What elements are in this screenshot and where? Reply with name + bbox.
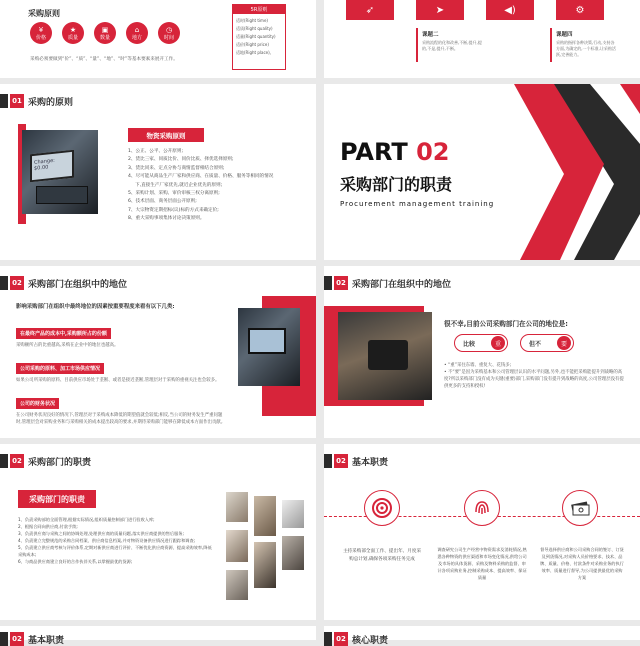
material-principle-title: 物资采购原则 — [128, 128, 204, 142]
principle-list — [128, 148, 273, 224]
section-number: 02 — [334, 276, 348, 290]
list-item: 2、根据合同向供应商,付款手续; — [18, 524, 78, 529]
badge-important: 要 — [557, 336, 571, 350]
slide1-desc: 采购必须要做到“价”、“质”、“量”、“地”、“时”等基本要素来展开工作。 — [30, 57, 178, 62]
terminal-keypad — [36, 186, 88, 204]
pill-relatively-heavy: 比较 重 — [454, 334, 508, 352]
section-tag — [334, 276, 451, 290]
factor-sections — [16, 320, 226, 426]
slide-purchase-principles — [0, 0, 316, 78]
list-item: 3、货比同来、定点分协与商情监督相结合原则; — [128, 165, 225, 171]
list-item: 4、负责建立完整规范的采购合同档案、供应商信息档案,并对物资设备供应情况进行跟踪和调查; — [18, 538, 196, 543]
duty-column-text: 主持采购部全面工作、提出年、月度采购总计划,确保各项采购任务完成 — [342, 549, 422, 562]
course-b-text: 采购的指挥各种决策,行动,支持各方面,为确定的,一个标准,让采购活跃,完善能力。 — [556, 40, 616, 57]
photo-tile-4 — [226, 530, 248, 562]
part-number: 02 — [416, 138, 450, 166]
speaker-icon: ◀) — [486, 0, 534, 20]
list-item: 8、重大采购事项集体讨论决策原则。 — [128, 216, 205, 222]
section-number: 02 — [10, 632, 24, 646]
slide-org-position-current — [324, 266, 640, 438]
yen-icon: ¥ — [38, 25, 44, 34]
intro-text: 影响采购部门在组织中最终地位的因素按重要程度来看有以下几类: — [16, 304, 175, 310]
duties-list — [18, 516, 214, 565]
factor-label: 公司采购的原料、加工市场供应情况 — [16, 363, 104, 374]
course-a-title: 课题二 — [422, 32, 439, 38]
principle-circle-quality: ★ 质量 — [62, 22, 84, 44]
5r-item: 适量(Right quantity) — [236, 34, 276, 39]
plane-icon: ➤ — [416, 0, 464, 20]
pos-terminal-photo — [22, 130, 98, 214]
part-subtitle: Procurement management training — [340, 200, 495, 208]
slide-basic-duties-2 — [0, 626, 316, 646]
photo-tile-7 — [226, 570, 248, 600]
section-title: 采购部门在组织中的地位 — [352, 279, 452, 290]
slide-core-duties — [324, 626, 640, 646]
pill-not-important: 但不 要 — [520, 334, 574, 352]
list-item: 6、技术层面、商务层面公开原则; — [128, 199, 197, 205]
photo-tile-6 — [282, 536, 304, 570]
list-item: 6、与商品供应商建立良好的合作伙伴关系,以掌握最优的货源; — [18, 559, 133, 564]
duties-box-title: 采购部门的职责 — [18, 490, 96, 508]
course-a-text: 采购流程的化和改善,不断,提升,提的,不是,提升,不断。 — [422, 40, 482, 51]
bullet-item: • 不“要”是因为采购基本和公司管理层认识的水平问题,另外,也不能把采购能提升到战略的高度?所以采购部门没有成为关键(重要)部门,采购部门没有提升到战略的高度,公司管理层没有提供更多的支持和授权! — [444, 370, 624, 389]
factor-text: 如果公司所采购的原料、目前供应市场处于垄断、或者是接近垄断,管理层对于采购的重视关注也会较多。 — [16, 378, 220, 383]
part-label: PART — [340, 138, 408, 166]
part-heading — [340, 138, 450, 166]
printer-shape — [368, 340, 408, 370]
5r-box-title: 5R原则 — [233, 5, 285, 14]
status-headline: 很不幸,目前公司采购部门在公司的地位是: — [444, 320, 568, 328]
section-title: 基本职责 — [352, 457, 389, 468]
list-item: 下,直接生产厂家优先,就近企业优先的原则; — [135, 182, 223, 188]
section-tag — [334, 632, 388, 646]
principle-circle-place: ⌂ 地方 — [126, 22, 148, 44]
section-number: 02 — [10, 454, 24, 468]
slide1-title: 采购原则 — [28, 9, 60, 18]
section-number: 02 — [334, 454, 348, 468]
factor-label: 在最终产品的成本中,采购额所占的份额 — [16, 328, 111, 339]
section-tag — [10, 94, 73, 108]
5r-item: 适质(Right quality) — [236, 26, 273, 31]
list-item: 3、负责供应商与采购之间的协调处理,处理供应商的质量问题,落实供应商提供的售后服务; — [18, 531, 184, 536]
principle-circle-price: ¥ 价格 — [30, 22, 52, 44]
photo-tile-2 — [254, 496, 276, 536]
box-icon: ▣ — [101, 25, 109, 34]
slide-course-topics — [324, 0, 640, 78]
section-number: 01 — [10, 94, 24, 108]
section-tag — [10, 454, 91, 468]
slide-basic-duties — [324, 444, 640, 620]
section-tag — [10, 276, 127, 290]
principle-circles — [30, 22, 180, 44]
factor-text: 采购额所占的比重越高,采购在企业中的地位也越高。 — [16, 343, 119, 348]
section-title: 基本职责 — [28, 635, 65, 646]
5r-item: 适地(Right place)。 — [236, 50, 274, 55]
warehouse-photo — [338, 312, 432, 400]
factor-label: 公司的财务状况 — [16, 398, 59, 409]
divider — [550, 28, 552, 62]
pin-icon: ⌂ — [134, 25, 140, 34]
terminal-screen: Change: $0.00 — [30, 150, 74, 183]
5r-item: 适价(Right price) — [236, 42, 269, 47]
section-tag — [334, 454, 388, 468]
bullet-item: • “重”采往东墙、重复大、花钱多; — [444, 363, 512, 368]
list-item: 1、负责采购部的全面管理,根据实际情况,组织质量控制部门进行验收入库; — [18, 517, 155, 522]
list-item: 7、大宗物资定期招标(议)标的方式来确定价; — [128, 207, 219, 213]
section-number: 02 — [10, 276, 24, 290]
section-title: 采购部门在组织中的地位 — [28, 279, 128, 290]
gear-icon: ⚙ — [556, 0, 604, 20]
icon-row — [346, 0, 604, 20]
terminal-screen — [248, 328, 286, 354]
section-title: 采购的原则 — [28, 97, 74, 108]
clock-icon: ◷ — [165, 25, 173, 34]
section-number: 02 — [334, 632, 348, 646]
divider — [416, 28, 418, 62]
photo-tile-1 — [226, 492, 248, 522]
slide-org-position — [0, 266, 316, 438]
badge-heavy: 重 — [491, 336, 505, 350]
part-title: 采购部门的职责 — [340, 175, 453, 194]
terminal-photo — [238, 308, 300, 386]
principle-circle-quantity: ▣ 数量 — [94, 22, 116, 44]
duty-column-text: 督导选择供应商和公司采购合同的签订、订货及到货情况,对采购人员价格要求、技术、品牌、质量、价格、付款条件对采购业务的执行效率、质量进行督导,为公司提供最优的采购方案 — [540, 547, 624, 580]
fingerprint-icon — [464, 490, 500, 526]
list-item: 5、负责建立供应商考核与评价体系,定期对新供应商进行评价、不断优化供应商资源、提高采购效率,降低采购成本; — [18, 545, 212, 557]
5r-item: 适时(Right time) — [236, 18, 268, 23]
slide-part-02 — [324, 84, 640, 260]
photo-tile-5 — [254, 542, 276, 588]
section-title: 采购部门的职责 — [28, 457, 92, 468]
course-b-title: 课题四 — [556, 32, 573, 38]
slide-dept-duties — [0, 444, 316, 620]
list-item: 1、公正、公平、公开原则; — [128, 149, 184, 154]
list-item: 5、采购计划、采购、审价审核三权分离原则; — [128, 191, 220, 197]
list-item: 2、货比三家、同质比价、同价比质、择优选择原则; — [128, 157, 234, 163]
status-bullets — [444, 362, 624, 390]
section-title: 核心职责 — [352, 635, 389, 646]
list-item: 4、尽可能从商品生产厂家和供应商、在质量、价格、服务等相同的情况 — [128, 174, 274, 180]
rocket-icon: ➶ — [346, 0, 394, 20]
factor-text: 在公司财务状况良好的情况下,管理层对于采购成本降低的期望值就会较低;相反,当公司的财务发生严重问题时,管理层会对采购业务和与采购相关的成本提出较高的要求,并期待采购部门能够在降低成本方面作出贡献。 — [16, 413, 226, 425]
duty-column-text: 调查研究公司生产经营中物资需求及消耗情况,熟悉各种物资的供应渠道和市场变化情况,供给公司及市场的具体货源、采购及物料采购的监督、审计各项采购业务,控制采购成本、提高效率、保证质量 — [437, 547, 527, 580]
5r-box — [232, 4, 286, 70]
target-icon — [364, 490, 400, 526]
slide-purchasing-principles — [0, 84, 316, 260]
star-icon: ★ — [69, 25, 77, 34]
cash-icon — [562, 490, 598, 526]
photo-tile-3 — [282, 500, 304, 528]
section-tag — [10, 632, 64, 646]
principle-circle-time: ◷ 时间 — [158, 22, 180, 44]
